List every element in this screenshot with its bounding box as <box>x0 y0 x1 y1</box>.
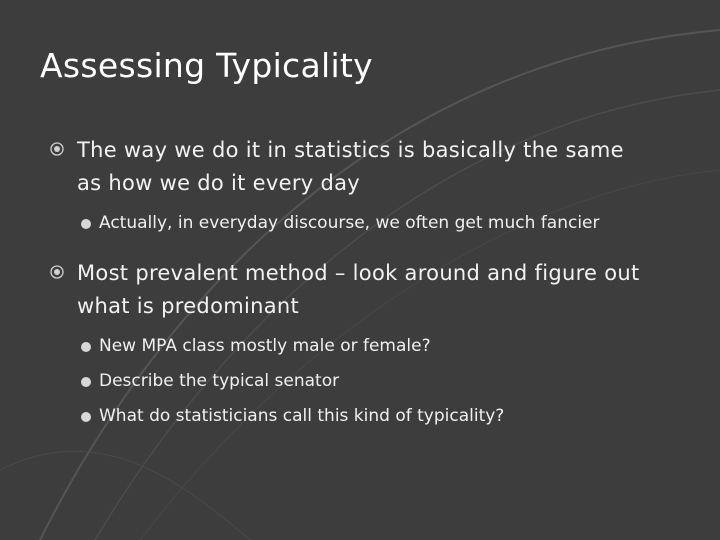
filled-circle-icon <box>81 377 91 387</box>
bullet-text: Most prevalent method – look around and figure out what is predominant <box>77 261 640 318</box>
bullet-item <box>50 257 650 323</box>
sub-bullet-item <box>72 367 650 396</box>
sub-bullet-text: Describe the typical senator <box>99 371 340 391</box>
bullet-item <box>50 134 650 200</box>
sub-bullet-text: New MPA class mostly male or female? <box>99 336 431 356</box>
circled-dot-icon <box>50 265 64 279</box>
bullet-text: The way we do it in statistics is basically the same as how we do it every day <box>77 138 624 195</box>
sub-bullet-text: Actually, in everyday discourse, we often get much fancier <box>99 213 600 233</box>
filled-circle-icon <box>81 219 91 229</box>
slide-body <box>50 134 650 431</box>
filled-circle-icon <box>81 412 91 422</box>
sub-bullet-item <box>72 402 650 431</box>
slide-title: Assessing Typicality <box>40 46 374 85</box>
sub-bullet-item <box>72 209 650 238</box>
filled-circle-icon <box>81 342 91 352</box>
sub-bullet-text: What do statisticians call this kind of typicality? <box>99 406 505 426</box>
sub-bullet-item <box>72 332 650 361</box>
circled-dot-icon <box>50 142 64 156</box>
